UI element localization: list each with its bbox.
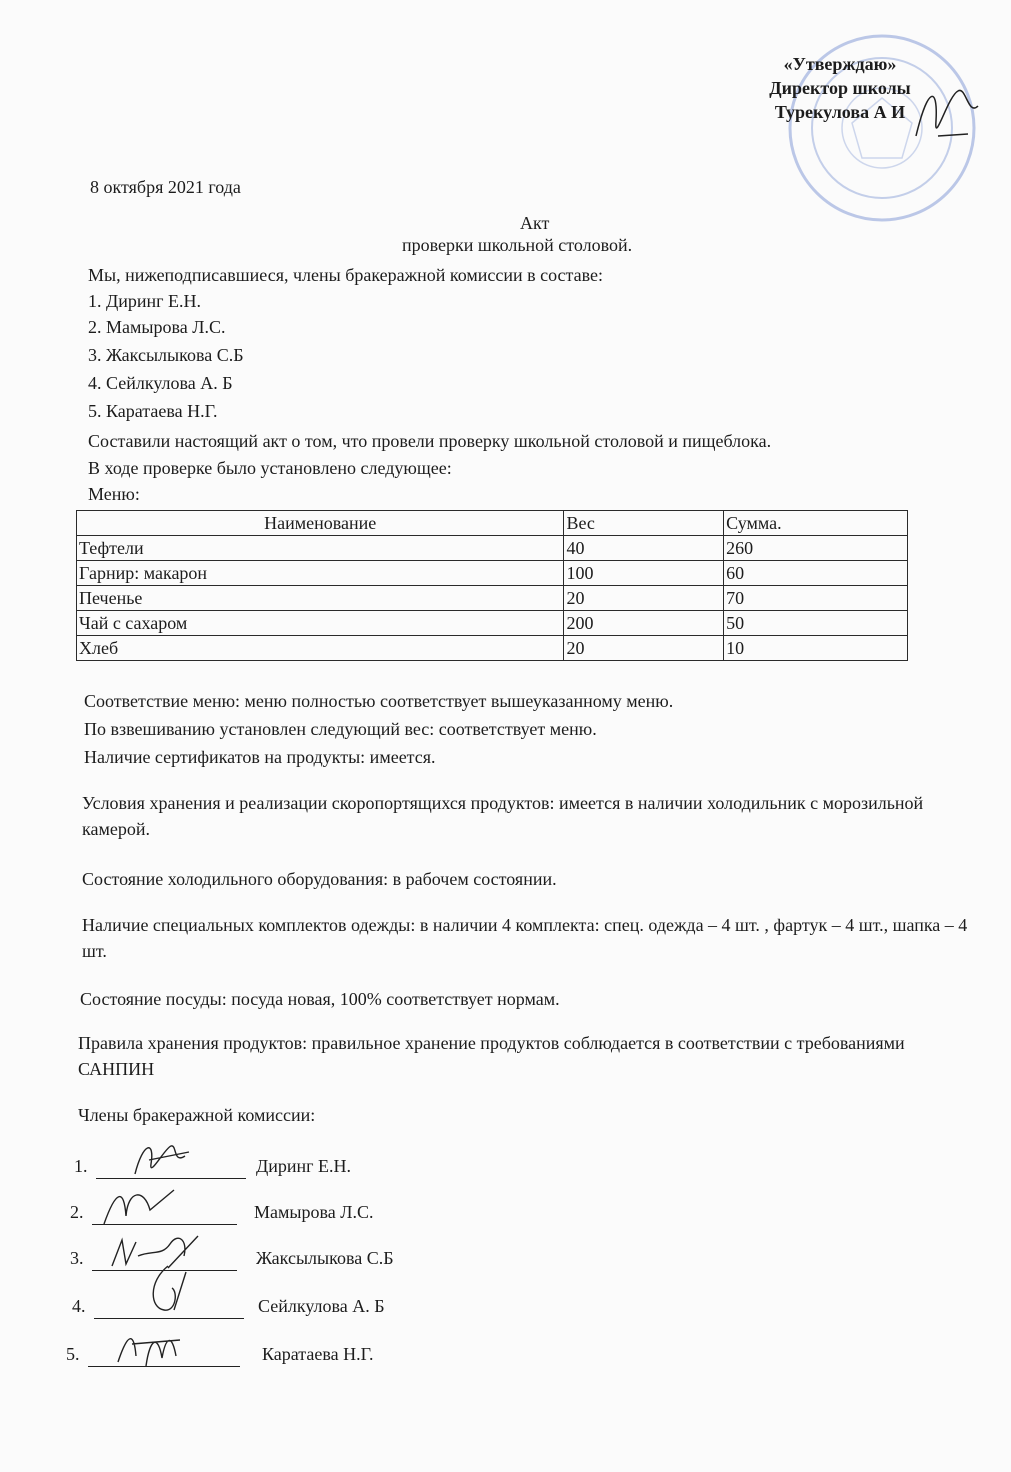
result-certificates: Наличие сертификатов на продукты: имеется.: [84, 747, 436, 767]
approval-line-2: Директор школы: [769, 78, 911, 98]
signature-number: 2.: [70, 1202, 84, 1222]
cell-weight: 40: [564, 536, 724, 561]
signature-image: [138, 1262, 198, 1318]
approval-line-3: Турекулова А И: [774, 102, 906, 122]
document-date: 8 октября 2021 года: [90, 177, 241, 197]
document-subtitle: проверки школьной столовой.: [402, 235, 633, 255]
cell-name: Гарнир: макарон: [77, 561, 564, 586]
table-header-row: [77, 511, 908, 536]
signature-number: 1.: [74, 1156, 88, 1176]
result-weighing: По взвешиванию установлен следующий вес: соответствует меню.: [84, 719, 597, 739]
signature-number: 3.: [70, 1248, 84, 1268]
cell-weight: 200: [564, 611, 724, 636]
approval-line-1: «Утверждаю»: [783, 54, 897, 74]
menu-label: Меню:: [88, 484, 140, 504]
signature-row: [72, 1292, 432, 1322]
cell-sum: 60: [724, 561, 908, 586]
signature-number: 4.: [72, 1296, 86, 1316]
commission-label: Члены бракеражной комиссии:: [78, 1105, 316, 1125]
result-dishes: Состояние посуды: посуда новая, 100% соответствует нормам.: [80, 989, 560, 1009]
result-storage-rules: Правила хранения продуктов: правильное хранение продуктов соблюдается в соответствии с требованиями САНПИН: [78, 1033, 905, 1079]
director-signature: [908, 76, 988, 156]
signature-row: [70, 1198, 410, 1228]
cell-weight: 20: [564, 586, 724, 611]
cell-weight: 100: [564, 561, 724, 586]
signature-name: Мамырова Л.С.: [254, 1202, 374, 1222]
result-uniform-sets: Наличие специальных комплектов одежды: в наличии 4 комплекта: спец. одежда – 4 шт. , фартук – 4 шт., шапка – 4 шт.: [82, 915, 968, 961]
table-row: [77, 586, 908, 611]
signature-number: 5.: [66, 1344, 80, 1364]
cell-sum: 70: [724, 586, 908, 611]
cell-name: Хлеб: [77, 636, 564, 661]
cell-sum: 10: [724, 636, 908, 661]
member-item: 2. Мамырова Л.С.: [88, 317, 226, 337]
signature-name: Диринг Е.Н.: [256, 1156, 352, 1176]
result-menu-compliance: Соответствие меню: меню полностью соответствует вышеуказанному меню.: [84, 691, 674, 711]
table-row: [77, 636, 908, 661]
cell-sum: 260: [724, 536, 908, 561]
table-row: [77, 561, 908, 586]
cell-weight: 20: [564, 636, 724, 661]
signature-row: [74, 1152, 394, 1182]
cell-name: Чай с сахаром: [77, 611, 564, 636]
header-name: Наименование: [77, 511, 564, 536]
signature-name: Жаксылыкова С.Б: [256, 1248, 394, 1268]
member-item: 3. Жаксылыкова С.Б: [88, 345, 244, 365]
header-sum: Сумма.: [724, 511, 908, 536]
signature-row: [70, 1244, 430, 1274]
result-fridge-state: Состояние холодильного оборудования: в рабочем состоянии.: [82, 869, 557, 889]
member-item: 4. Сейлкулова А. Б: [88, 373, 233, 393]
intro-text: Мы, нижеподписавшиеся, члены бракеражной комиссии в составе:: [88, 265, 604, 285]
header-weight: Вес: [564, 511, 724, 536]
document-title: Акт: [520, 213, 550, 233]
signature-row: [66, 1340, 426, 1370]
signature-name: Сейлкулова А. Б: [258, 1296, 385, 1316]
result-storage-conditions: Условия хранения и реализации скоропортящихся продуктов: имеется в наличии холодильник с морозильной камерой.: [82, 793, 924, 839]
table-row: [77, 536, 908, 561]
cell-sum: 50: [724, 611, 908, 636]
signature-image: [129, 1134, 199, 1182]
signature-image: [100, 1180, 180, 1230]
menu-table: [76, 510, 908, 661]
paragraph-2: В ходе проверке было установлено следующее:: [88, 458, 452, 478]
paragraph-1: Составили настоящий акт о том, что провели проверку школьной столовой и пищеблока.: [88, 431, 772, 451]
signature-image: [110, 1322, 190, 1372]
member-item: 5. Каратаева Н.Г.: [88, 401, 218, 421]
signature-line: [94, 1318, 244, 1319]
cell-name: Тефтели: [77, 536, 564, 561]
cell-name: Печенье: [77, 586, 564, 611]
signature-name: Каратаева Н.Г.: [262, 1344, 374, 1364]
member-item: 1. Диринг Е.Н.: [88, 291, 202, 311]
table-row: [77, 611, 908, 636]
